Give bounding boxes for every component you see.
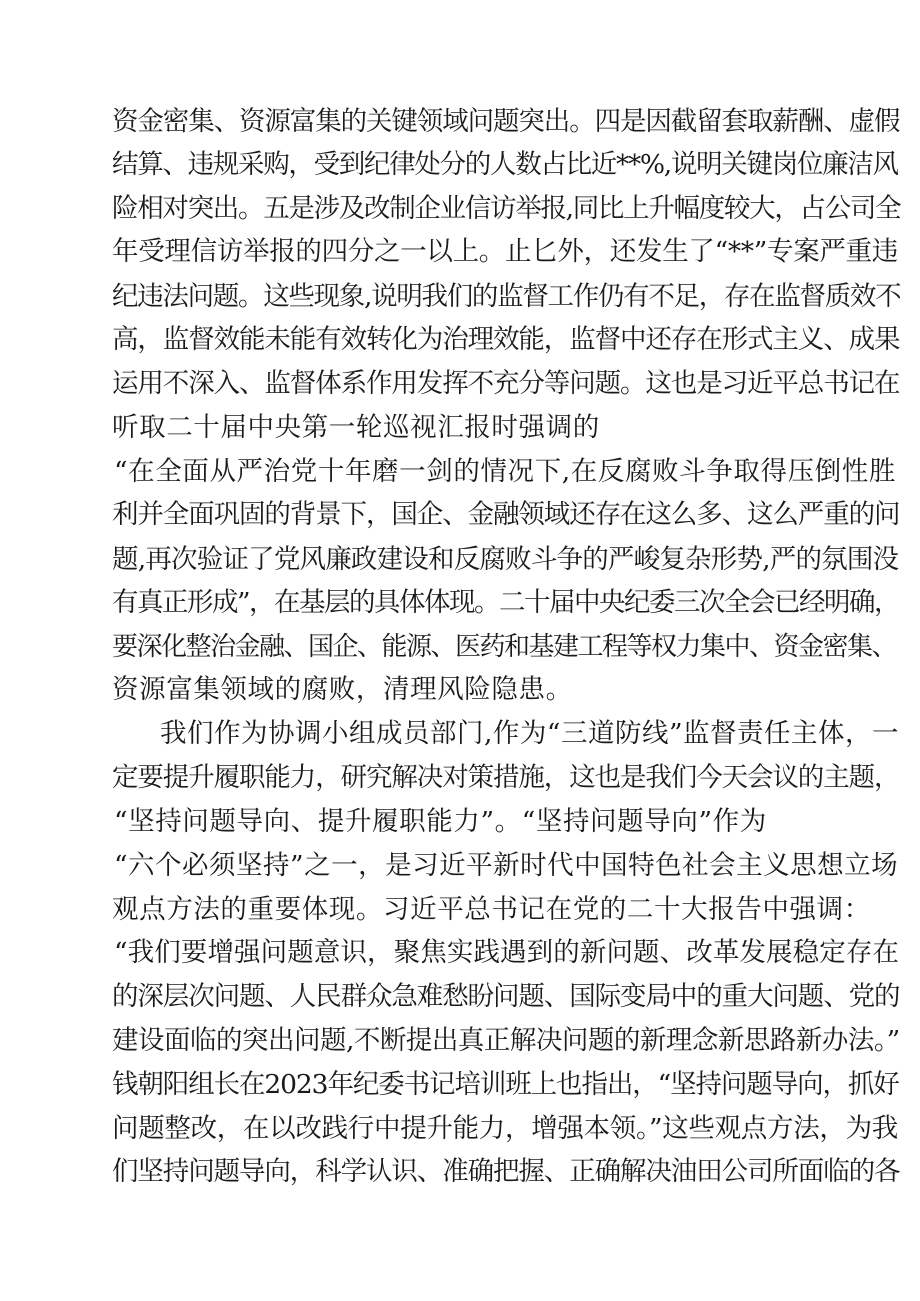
text-line: 建设面临的突出问题,不断提出真正解决问题的新理念新思路新办法。” [112,1025,900,1056]
text-line: 结算、违规采购，受到纪律处分的人数占比近**%,说明关键岗位廉洁风 [112,149,898,180]
text-line: 利并全面巩固的背景下，国企、金融领域还存在这么多、这么严重的问 [112,499,900,530]
text-line: 资源富集领域的腐败，清理风险隐患。 [112,674,573,705]
text-line: “在全面从严治党十年磨一剑的情况下,在反腐败斗争取得压倒性胜 [114,456,896,487]
text-line: 的深层次问题、人民群众急难愁盼问题、国际变局中的重大问题、党的 [112,981,900,1012]
text-line: 有真正形成”，在基层的具体体现。二十届中央纪委三次全会已经明确， [112,587,900,618]
text-line: “坚持问题导向、提升履职能力”。“坚持问题导向”作为 [114,806,767,837]
text-line: 问题整改，在以改践行中提升能力，增强本领。”这些观点方法，为我 [112,1113,898,1144]
text-line: 要深化整治金融、国企、能源、医药和基建工程等权力集中、资金密集、 [112,632,897,662]
text-line: 我们作为协调小组成员部门,作为“三道防线”监督责任主体，一 [160,718,900,749]
text-line: 钱朝阳组长在2023年纪委书记培训班上也指出，“坚持问题导向，抓好 [112,1069,899,1100]
text-line: 们坚持问题导向，科学认识、准确把握、正确解决油田公司所面临的各 [112,1156,900,1187]
text-line: 题,再次验证了党风廉政建设和反腐败斗争的严峻复杂形势,严的氛围没 [112,544,899,575]
text-line: 高，监督效能未能有效转化为治理效能，监督中还存在形式主义、成果 [112,324,900,355]
text-line: “我们要增强问题意识，聚焦实践遇到的新问题、改革发展稳定存在 [114,937,900,968]
text-line: 年受理信访举报的四分之一以上。止匕外，还发生了“**”专案严重违 [112,236,898,267]
text-line: 资金密集、资源富集的关键领域问题突出。四是因截留套取薪酬、虚假 [112,106,900,137]
text-line: 观点方法的重要体现。习近平总书记在党的二十大报告中强调： [112,894,871,925]
text-line: 定要提升履职能力，研究解决对策措施，这也是我们今天会议的主题， [112,762,900,793]
text-line: 险相对突出。五是涉及改制企业信访举报,同比上升幅度较大，占公司全 [112,193,901,224]
text-line: 听取二十届中央第一轮巡视汇报时强调的 [112,412,600,443]
text-line: 纪违法问题。这些现象,说明我们的监督工作仍有不足，存在监督质效不 [112,281,901,312]
text-line: 运用不深入、监督体系作用发挥不充分等问题。这也是习近平总书记在 [112,368,900,399]
text-line: “六个必须坚持”之一，是习近平新时代中国特色社会主义思想立场 [114,850,899,881]
